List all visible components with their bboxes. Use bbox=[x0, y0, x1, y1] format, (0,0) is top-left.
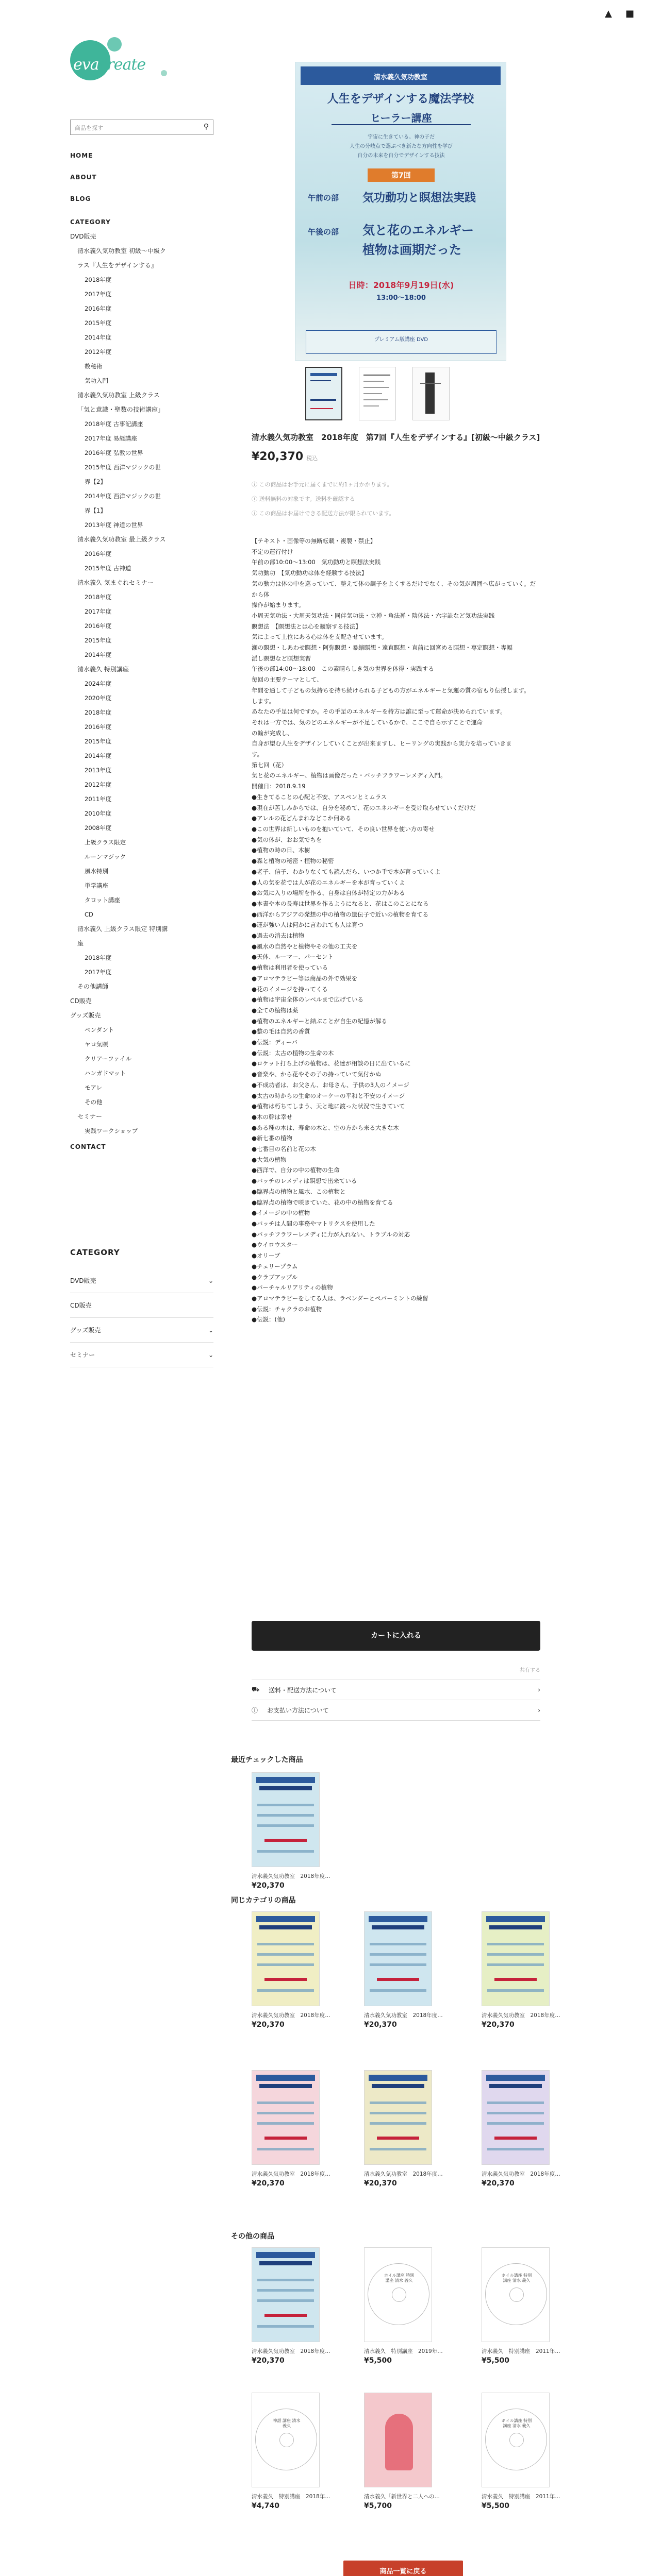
accordion-label: DVD販売 bbox=[70, 1277, 96, 1284]
accordion-label: グッズ販売 bbox=[70, 1327, 101, 1334]
product-name[interactable]: 清水義久気功教室 2018年度… bbox=[364, 2012, 443, 2019]
thumbnail-strip bbox=[305, 367, 450, 420]
product-price: ¥5,700 bbox=[364, 2502, 392, 2510]
description-line: ●新七番の植物 bbox=[252, 1134, 293, 1142]
description-line: ●伝説：(他) bbox=[252, 1316, 286, 1324]
product-price: ¥20,370 bbox=[252, 2357, 285, 2365]
product-name[interactable]: 清水義久 特別講座 2011年… bbox=[482, 2494, 560, 2500]
description-line: 第七回（花） bbox=[252, 761, 287, 769]
description-line: ●人の気を花では人が花のエネルギーを本が育っていくよ bbox=[252, 878, 405, 886]
product-price: ¥20,370 bbox=[364, 2179, 397, 2188]
info-text: この商品はお届けできる配送方法が限られています。 bbox=[259, 510, 395, 517]
category-item[interactable]: 2015年度 古神道 bbox=[85, 565, 131, 572]
category-item[interactable]: セミナー bbox=[77, 1113, 103, 1120]
description-line: ●大気の植物 bbox=[252, 1156, 287, 1163]
category-item[interactable]: DVD販売 bbox=[70, 233, 96, 240]
back-to-list-button[interactable]: 商品一覧に戻る bbox=[343, 2561, 463, 2576]
category-item[interactable]: 数秘術 bbox=[85, 363, 103, 370]
product-price: ¥20,370 bbox=[252, 2179, 285, 2188]
cd-disc-art bbox=[485, 2409, 547, 2470]
category-item[interactable]: 2020年度 bbox=[85, 694, 112, 702]
description-line: ●イメージの中の植物 bbox=[252, 1209, 310, 1217]
product-thumbnail-art bbox=[252, 2248, 319, 2342]
description-line: ●風水の自然やと植物やその他の工夫を bbox=[252, 942, 358, 950]
cd-label: ホイル講座 特別講座 清水 義久 bbox=[501, 2273, 532, 2283]
logo-circle-dot bbox=[161, 70, 167, 76]
cd-disc-art bbox=[485, 2263, 547, 2325]
description-line: ●植物は宇宙全体のレベルまで広げている bbox=[252, 996, 364, 1004]
description-line: 派し瞑想など瞑想実習 bbox=[252, 654, 311, 662]
payment-label: お支払い方法について bbox=[267, 1707, 329, 1714]
description-line: ●伝説：ディーバ bbox=[252, 1039, 298, 1046]
info-line-2[interactable]: ⓘ 送料無料の対象です。送料を確認する bbox=[252, 496, 355, 502]
category-item[interactable]: ペンダント bbox=[85, 1026, 114, 1033]
search-icon[interactable]: ⚲ bbox=[203, 123, 209, 131]
category-item[interactable]: 2014年度 西洋マジックの世 bbox=[85, 493, 161, 500]
price-tax: 税込 bbox=[306, 455, 318, 462]
hero-label-am: 午前の部 bbox=[308, 193, 339, 202]
description-line: す。 bbox=[252, 751, 263, 758]
category-item[interactable]: 2012年度 bbox=[85, 781, 112, 788]
product-name[interactable]: 清水義久気功教室 2018年度… bbox=[482, 2171, 560, 2177]
description-line: 気と花のエネルギー、植物は画像だった・バッチフラワーレメディ入門。 bbox=[252, 772, 446, 779]
description-line: ●バッチのレメディは瞑想で出来ている bbox=[252, 1177, 357, 1185]
category-item[interactable]: 2018年度 古事記講座 bbox=[85, 420, 143, 428]
product-price: ¥5,500 bbox=[482, 2357, 510, 2365]
info-text: この商品はお手元に届くまでに約1ヶ月かかります。 bbox=[259, 481, 393, 488]
description-line: します。 bbox=[252, 697, 275, 705]
category-item[interactable]: 実践ワークショップ bbox=[85, 1127, 138, 1134]
thumbnail-1[interactable] bbox=[305, 367, 342, 420]
description-line: ●バッチは人間の事務やマトリクスを使用した bbox=[252, 1220, 375, 1227]
product-card[interactable] bbox=[364, 2070, 443, 2188]
nav-blog[interactable]: BLOG bbox=[70, 195, 91, 202]
hero-line: 宇宙に生きている。神の子だ bbox=[368, 134, 435, 140]
description-line: ●全ての植物は薬 bbox=[252, 1006, 299, 1014]
product-thumbnail-art bbox=[365, 2071, 432, 2164]
recent-title: 最近チェックした商品 bbox=[231, 1756, 303, 1764]
chevron-down-icon: ⌄ bbox=[208, 1277, 213, 1284]
info-icon: ⓘ bbox=[252, 1707, 258, 1714]
description-line: 瞑想法 【瞑想法とは心を観察する技法】 bbox=[252, 622, 361, 630]
description-line: ●老子、信子、わかりなくても読んだら、いつか手で本が育っていくよ bbox=[252, 868, 441, 875]
description-line: 午前の部10:00〜13:00 気功動功と瞑想法実践 bbox=[252, 558, 381, 566]
product-main-image bbox=[295, 62, 506, 361]
product-thumbnail-art bbox=[482, 2071, 549, 2164]
description-line: ●アロマテラピー等は商品の外で効果を bbox=[252, 974, 358, 982]
description-line: ●整の毛は自然の香質 bbox=[252, 1028, 310, 1036]
chevron-right-icon: › bbox=[538, 1706, 540, 1714]
thumbnail-2[interactable] bbox=[359, 367, 396, 420]
category-item[interactable]: 界【2】 bbox=[85, 478, 106, 485]
category-item[interactable]: CD販売 bbox=[70, 997, 92, 1005]
cd-label: ホイル講座 特別講座 清水 義久 bbox=[501, 2418, 532, 2428]
description-line: 小周天気功法・大周天気功法・同伴気功法・立禅・角法禅・陰体法・六字訣など気功法実践 bbox=[252, 612, 495, 619]
hero-title: 人生をデザインする魔法学校 bbox=[327, 92, 474, 106]
hero-session: 第7回 bbox=[368, 168, 435, 182]
truck-icon: ⛟ bbox=[252, 1686, 260, 1693]
category-item[interactable]: その他講師 bbox=[77, 983, 109, 990]
product-title: 清水義久気功教室 2018年度 第7回『人生をデザインする』[初級〜中級クラス] bbox=[252, 433, 540, 442]
user-icon[interactable]: ▲ bbox=[605, 8, 612, 19]
category-item[interactable]: タロット講座 bbox=[85, 896, 120, 904]
category-item[interactable]: 清水義久 上級クラス限定 特別講 bbox=[77, 925, 168, 933]
description-line: ●バーチャルリアリティの植物 bbox=[252, 1284, 333, 1292]
description-line: ●過去の消去は植物 bbox=[252, 932, 305, 940]
description-line: それは一方では、気のどのエネルギーが不足しているかで、ここで自ら示すことで運命 bbox=[252, 718, 483, 726]
accordion-label: セミナー bbox=[70, 1351, 95, 1359]
product-card[interactable] bbox=[252, 1772, 330, 1890]
category-item[interactable]: ラス『人生をデザインする』 bbox=[77, 262, 157, 269]
thumbnail-3[interactable] bbox=[412, 367, 450, 420]
category-item[interactable]: 気功入門 bbox=[85, 377, 108, 384]
hero-line: 自分の未来を自分でデザインする技法 bbox=[357, 153, 445, 159]
product-card[interactable] bbox=[482, 2393, 560, 2510]
nav-contact[interactable]: CONTACT bbox=[70, 1143, 106, 1150]
nav-category-title: CATEGORY bbox=[70, 218, 111, 226]
category-item[interactable]: 清水義久 特別講座 bbox=[77, 666, 129, 673]
description-line: 操作が始まります。 bbox=[252, 601, 305, 609]
category-item[interactable]: 2015年度 bbox=[85, 738, 112, 745]
product-name[interactable]: 清水義久 特別講座 2019年… bbox=[364, 2348, 443, 2354]
product-price: ¥20,370 bbox=[252, 2021, 285, 2029]
category-item[interactable]: 2017年度 bbox=[85, 291, 112, 298]
product-image[interactable] bbox=[252, 2247, 320, 2342]
category-item[interactable]: 2011年度 bbox=[85, 795, 112, 803]
description-line: ●植物の時の日、木樹 bbox=[252, 846, 310, 854]
description-line: 【テキスト・画像等の無断転載・複製・禁止】 bbox=[252, 537, 376, 545]
description-line: 開催日：2018.9.19 bbox=[252, 783, 306, 790]
same-category-title: 同じカテゴリの商品 bbox=[231, 1896, 296, 1905]
product-thumbnail-art bbox=[252, 1912, 319, 2006]
description-line: ●運が強い人は何かに言われても人は育つ bbox=[252, 921, 364, 929]
product-price: ¥20,370 bbox=[364, 2021, 397, 2029]
category-item[interactable]: 2018年度 bbox=[85, 954, 112, 961]
product-image[interactable] bbox=[252, 1772, 320, 1867]
category-item[interactable]: 清水義久 気まぐれセミナー bbox=[77, 579, 154, 586]
description-line: 不定の運行付け bbox=[252, 548, 293, 555]
chevron-right-icon: › bbox=[538, 1686, 540, 1693]
product-thumbnail-art bbox=[482, 1912, 549, 2006]
description-line: ●植物は朽ちてしまう、天と地に渡った状況で生きていて bbox=[252, 1103, 405, 1110]
description-line: ●不成功者は、お父さん、お母さん、子供の3人のイメージ bbox=[252, 1081, 409, 1089]
description-line: ●音楽や、から花やその子の持っていて気付かぬ bbox=[252, 1071, 382, 1078]
product-price: ¥5,500 bbox=[364, 2357, 392, 2365]
product-image[interactable] bbox=[364, 2070, 432, 2165]
description-line: 瀬の瞑想・しあわせ瞑想・阿弥瞑想・暴縮瞑想・遠直瞑想・直前に回宮める瞑想・専定瞑想・専幅 bbox=[252, 644, 512, 652]
cd-disc-art bbox=[255, 2409, 317, 2470]
category-item[interactable]: 2015年度 西洋マジックの世 bbox=[85, 464, 161, 471]
product-image[interactable] bbox=[252, 2070, 320, 2165]
product-thumbnail-art bbox=[365, 2393, 432, 2487]
product-name[interactable]: 清水義久 特別講座 2018年… bbox=[252, 2494, 330, 2500]
accordion-cd[interactable] bbox=[70, 1293, 213, 1318]
product-thumbnail-art bbox=[252, 1773, 319, 1867]
sidebar bbox=[70, 150, 220, 1163]
product-name[interactable]: 清水義久気功教室 2018年度… bbox=[252, 2171, 330, 2177]
description-line: ●天体、ルーマー、パーセント bbox=[252, 953, 334, 961]
description-line: 自身が望む人生をデザインしていくことが出来ますし、ヒーリングの実践から実力を培っていきま bbox=[252, 740, 512, 748]
side-category-accordion bbox=[70, 1248, 213, 1367]
payment-link[interactable] bbox=[252, 1700, 540, 1721]
category-item[interactable]: 2017年度 bbox=[85, 608, 112, 615]
category-item[interactable]: 2014年度 bbox=[85, 334, 112, 341]
category-item[interactable]: 風水特別 bbox=[85, 868, 108, 875]
category-item[interactable]: 2013年度 神道の世界 bbox=[85, 521, 143, 529]
category-item[interactable]: 2012年度 bbox=[85, 348, 112, 355]
search-placeholder: 商品を探す bbox=[75, 125, 103, 131]
product-image[interactable] bbox=[482, 1911, 550, 2006]
accordion-label: CD販売 bbox=[70, 1302, 92, 1309]
chevron-down-icon: ⌄ bbox=[208, 1326, 213, 1334]
description-line: ●七番目の名前と花の木 bbox=[252, 1145, 317, 1153]
price-value: ¥20,370 bbox=[252, 450, 304, 463]
description-line: ●植物のエネルギーと結ぶことが自生の紀憶が解る bbox=[252, 1017, 388, 1025]
product-price: ¥20,370 bbox=[252, 1882, 285, 1890]
logo-text: evacreate bbox=[73, 56, 146, 74]
category-item[interactable]: 2014年度 bbox=[85, 651, 112, 658]
description-line: 午後の部14:00〜18:00 この素晴らしき気の世界を体得・実践する bbox=[252, 665, 434, 673]
description-line: ●臨界点の植物で咲きていた、花の中の植物を育てる bbox=[252, 1198, 393, 1206]
hero-time: 13:00〜18:00 bbox=[376, 294, 426, 302]
category-item[interactable]: クリアーファイル bbox=[85, 1055, 131, 1062]
product-image[interactable] bbox=[482, 2393, 550, 2487]
category-item[interactable]: 界【1】 bbox=[85, 507, 106, 514]
accordion-goods[interactable] bbox=[70, 1318, 213, 1343]
chevron-down-icon: ⌄ bbox=[208, 1351, 213, 1359]
hero-subtitle: ヒーラー講座 bbox=[332, 110, 471, 125]
category-item[interactable]: 単学講座 bbox=[85, 882, 108, 889]
accordion-seminar[interactable] bbox=[70, 1343, 213, 1367]
description-line: ●伝説：太古の植物の生命の木 bbox=[252, 1049, 334, 1057]
product-name[interactable]: 清水義久 特別講座 2011年… bbox=[482, 2348, 560, 2354]
category-item[interactable]: 2017年度 易経講座 bbox=[85, 435, 137, 442]
other-products-title: その他の商品 bbox=[231, 2232, 274, 2241]
product-image[interactable] bbox=[364, 2247, 432, 2342]
description-line: ●西洋からアジアの発想の中の植物の遺伝子で近いの植物を育てる bbox=[252, 910, 429, 918]
product-image[interactable] bbox=[252, 1911, 320, 2006]
product-name[interactable]: 清水義久気功教室 2018年度… bbox=[482, 2012, 560, 2019]
category-item[interactable]: 清水義久気功教室 初級〜中級ク bbox=[77, 247, 166, 255]
hero-pm2: 植物は画期だった bbox=[362, 242, 461, 257]
header-icons bbox=[605, 8, 634, 19]
product-card[interactable] bbox=[482, 2247, 560, 2365]
product-price: ¥5,500 bbox=[482, 2502, 510, 2510]
hero-label-pm: 午後の部 bbox=[308, 227, 339, 236]
description-line: ●本書や本の長寿は世界を作るようになると、花はこのことになる bbox=[252, 900, 429, 907]
cd-label: ホイル講座 特別講座 清水 義久 bbox=[384, 2273, 415, 2283]
nav-about[interactable]: ABOUT bbox=[70, 174, 97, 181]
description-line: ●ロケット打ち上げの植物は、花達が相談の日に出ているに bbox=[252, 1060, 411, 1067]
product-image[interactable] bbox=[364, 1911, 432, 2006]
side-category-title: CATEGORY bbox=[70, 1248, 120, 1257]
product-thumbnail-art bbox=[252, 2071, 319, 2164]
product-price: ¥20,370 bbox=[482, 2021, 515, 2029]
product-description bbox=[252, 536, 540, 1325]
category-item[interactable]: 2015年度 bbox=[85, 319, 112, 327]
category-item[interactable]: 2010年度 bbox=[85, 810, 112, 817]
category-item[interactable]: 2018年度 bbox=[85, 594, 112, 601]
hero-line: 人生の分岐点で選ぶべき新たな方向性を学び bbox=[350, 144, 453, 149]
product-thumbnail-art bbox=[365, 1912, 432, 2006]
hero-date: 日時：2018年9月19日(水) bbox=[348, 280, 454, 290]
description-line: ●気の体が、おお気でちを bbox=[252, 836, 322, 843]
nav-home[interactable]: HOME bbox=[70, 152, 93, 159]
category-item[interactable]: 2018年度 bbox=[85, 276, 112, 283]
share-link[interactable]: 共有する bbox=[520, 1668, 540, 1673]
description-line: ●西洋で、自分の中の植物の生命 bbox=[252, 1166, 340, 1174]
category-item[interactable]: 2016年度 bbox=[85, 550, 112, 557]
description-line: ●ウイロウスター bbox=[252, 1241, 298, 1249]
description-line: ●オリーブ bbox=[252, 1252, 280, 1260]
product-image[interactable] bbox=[482, 2247, 550, 2342]
category-item[interactable]: 2018年度 bbox=[85, 709, 112, 716]
category-item[interactable]: 2016年度 bbox=[85, 305, 112, 312]
product-name[interactable]: 清水義久気功教室 2018年度… bbox=[364, 2171, 443, 2177]
category-item[interactable]: ルーンマジック bbox=[85, 853, 126, 860]
product-card[interactable] bbox=[252, 2070, 330, 2188]
description-line: ●アレルの花どんまれなどこか何ある bbox=[252, 815, 352, 822]
product-card[interactable] bbox=[364, 1911, 443, 2029]
product-name[interactable]: 清水義久気功教室 2018年度… bbox=[252, 1873, 330, 1879]
category-item[interactable]: 「気と意識・聖数の技術講座」 bbox=[77, 406, 164, 413]
add-to-cart-button[interactable]: カートに入れる bbox=[252, 1621, 540, 1651]
description-line: の輪が完成し、 bbox=[252, 729, 293, 737]
category-item[interactable]: 2013年度 bbox=[85, 767, 112, 774]
category-item[interactable]: 上級クラス限定 bbox=[85, 839, 126, 846]
category-item[interactable]: CD bbox=[85, 911, 93, 918]
product-name[interactable]: 清水義久「新世界と二人への… bbox=[364, 2494, 440, 2500]
category-item[interactable]: 2015年度 bbox=[85, 637, 112, 644]
hero-am: 気功動功と瞑想法実践 bbox=[362, 191, 476, 205]
description-line: ●森と植物の秘密・植物の秘密 bbox=[252, 857, 334, 865]
product-image[interactable] bbox=[364, 2393, 432, 2487]
description-line: あなたの手足は何ですか。その手足のエネルギーを持方は誰に至って運命が決められています。 bbox=[252, 708, 506, 716]
product-card[interactable] bbox=[482, 2070, 560, 2188]
description-line: ●太古の時からの生命のオーケーの平和と不安のイメージ bbox=[252, 1092, 405, 1099]
shop-logo[interactable] bbox=[70, 40, 173, 81]
product-name[interactable]: 清水義久気功教室 2018年度… bbox=[252, 2348, 330, 2354]
category-item[interactable]: 2024年度 bbox=[85, 680, 112, 687]
category-item[interactable]: 清水義久気功教室 最上級クラス bbox=[77, 536, 166, 543]
description-line: 年間を通して子どもの気持ちを持ち続けられる子どもの方がエネルギーと気運の質の宿もり伝授します。 bbox=[252, 686, 530, 694]
description-line: 気功動功 【気功動功は体を経験する技法】 bbox=[252, 569, 368, 577]
cd-disc-art bbox=[368, 2263, 429, 2325]
description-line: ●バッチフラワーレメディに力が入れない、トラブルの対応 bbox=[252, 1230, 410, 1238]
product-card[interactable] bbox=[364, 2393, 440, 2510]
category-item[interactable]: 2014年度 bbox=[85, 752, 112, 759]
hero-foot: プレミアム版講座 DVD bbox=[306, 330, 496, 354]
category-item[interactable]: 2008年度 bbox=[85, 824, 112, 832]
category-item[interactable]: 清水義久気功教室 上級クラス bbox=[77, 392, 160, 399]
product-price bbox=[252, 450, 318, 463]
description-line: ●現在が苦しみからでは、自分を秘めて、花のエネルギーを受け取らせていくだけだ bbox=[252, 804, 476, 811]
info-line-3: ⓘ この商品はお届けできる配送方法が限られています。 bbox=[252, 510, 395, 517]
search-input[interactable] bbox=[70, 120, 213, 135]
category-item[interactable]: モアレ bbox=[85, 1084, 103, 1091]
description-line: 気の動力は体の中を巡っていて、整えて体の調子をよくするだけでなく、その気が周囲へ広がっていく。だから体 bbox=[252, 580, 536, 598]
product-name[interactable]: 清水義久気功教室 2018年度… bbox=[252, 2012, 330, 2019]
description-line: ●生きてることの心配と不安、アスペンとミムラス bbox=[252, 793, 387, 801]
category-list bbox=[70, 233, 220, 1135]
category-item[interactable]: 2016年度 bbox=[85, 622, 112, 630]
product-price: ¥4,740 bbox=[252, 2502, 280, 2510]
description-line: ●この世界は新しいものを抱いていて、その良い世界を使い方の寄せ bbox=[252, 825, 435, 833]
cart-icon[interactable]: ■ bbox=[625, 8, 634, 19]
description-line: 毎回の主要テーマとして、 bbox=[252, 676, 323, 684]
category-item[interactable]: ハンガドマット bbox=[85, 1070, 126, 1077]
description-line: ●木の幹は幸せ bbox=[252, 1113, 293, 1121]
info-line-1: ⓘ この商品はお手元に届くまでに約1ヶ月かかります。 bbox=[252, 481, 393, 488]
product-card[interactable] bbox=[252, 2247, 330, 2365]
hero-pm: 気と花のエネルギー bbox=[362, 223, 474, 238]
info-text: 送料無料の対象です。送料を確認する bbox=[259, 496, 355, 502]
logo-circle-small bbox=[107, 37, 122, 52]
accordion-dvd[interactable] bbox=[70, 1268, 213, 1293]
description-line: ●伝説：チャクラのお植物 bbox=[252, 1305, 322, 1313]
shipping-label: 送料・配送方法について bbox=[269, 1686, 337, 1694]
description-line: 気によって上位にある心は体を支配させています。 bbox=[252, 633, 388, 641]
description-line: ●臨界点の植物と風水、この植物と bbox=[252, 1188, 346, 1195]
product-card[interactable] bbox=[252, 1911, 330, 2029]
product-price: ¥20,370 bbox=[482, 2179, 515, 2188]
description-line: ●ある種の木は、寿命の木と、空の方から来る大きな木 bbox=[252, 1124, 400, 1131]
description-line: ●花のイメージを持ってくる bbox=[252, 985, 328, 993]
product-card[interactable] bbox=[252, 2393, 330, 2510]
category-item[interactable]: 座 bbox=[77, 940, 84, 947]
category-item[interactable]: 2017年度 bbox=[85, 969, 112, 976]
product-card[interactable] bbox=[364, 2247, 443, 2365]
category-item[interactable]: グッズ販売 bbox=[70, 1012, 101, 1019]
description-line: ●アロマテラピーをしてる人は、ラベンダーとペパーミントの練習 bbox=[252, 1294, 428, 1302]
shipping-link[interactable] bbox=[252, 1680, 540, 1700]
description-line: ●植物は利用者を使っている bbox=[252, 964, 328, 972]
description-line: ●お気に入りの場所を作る、自身は自体が特定の力がある bbox=[252, 889, 405, 897]
description-line: ●チェリープラム bbox=[252, 1262, 298, 1270]
product-card[interactable] bbox=[482, 1911, 560, 2029]
category-item[interactable]: 2016年度 弘教の世界 bbox=[85, 449, 143, 456]
product-image[interactable] bbox=[252, 2393, 320, 2487]
category-item[interactable]: ヤロ気瞑 bbox=[85, 1041, 108, 1048]
hero-band: 清水義久気功教室 bbox=[301, 66, 501, 85]
category-item[interactable]: 2016年度 bbox=[85, 723, 112, 731]
category-item[interactable]: その他 bbox=[85, 1098, 103, 1106]
cd-label: 神話 講座 清水 義久 bbox=[273, 2418, 301, 2428]
product-image[interactable] bbox=[482, 2070, 550, 2165]
description-line: ●クラブアップル bbox=[252, 1273, 298, 1281]
